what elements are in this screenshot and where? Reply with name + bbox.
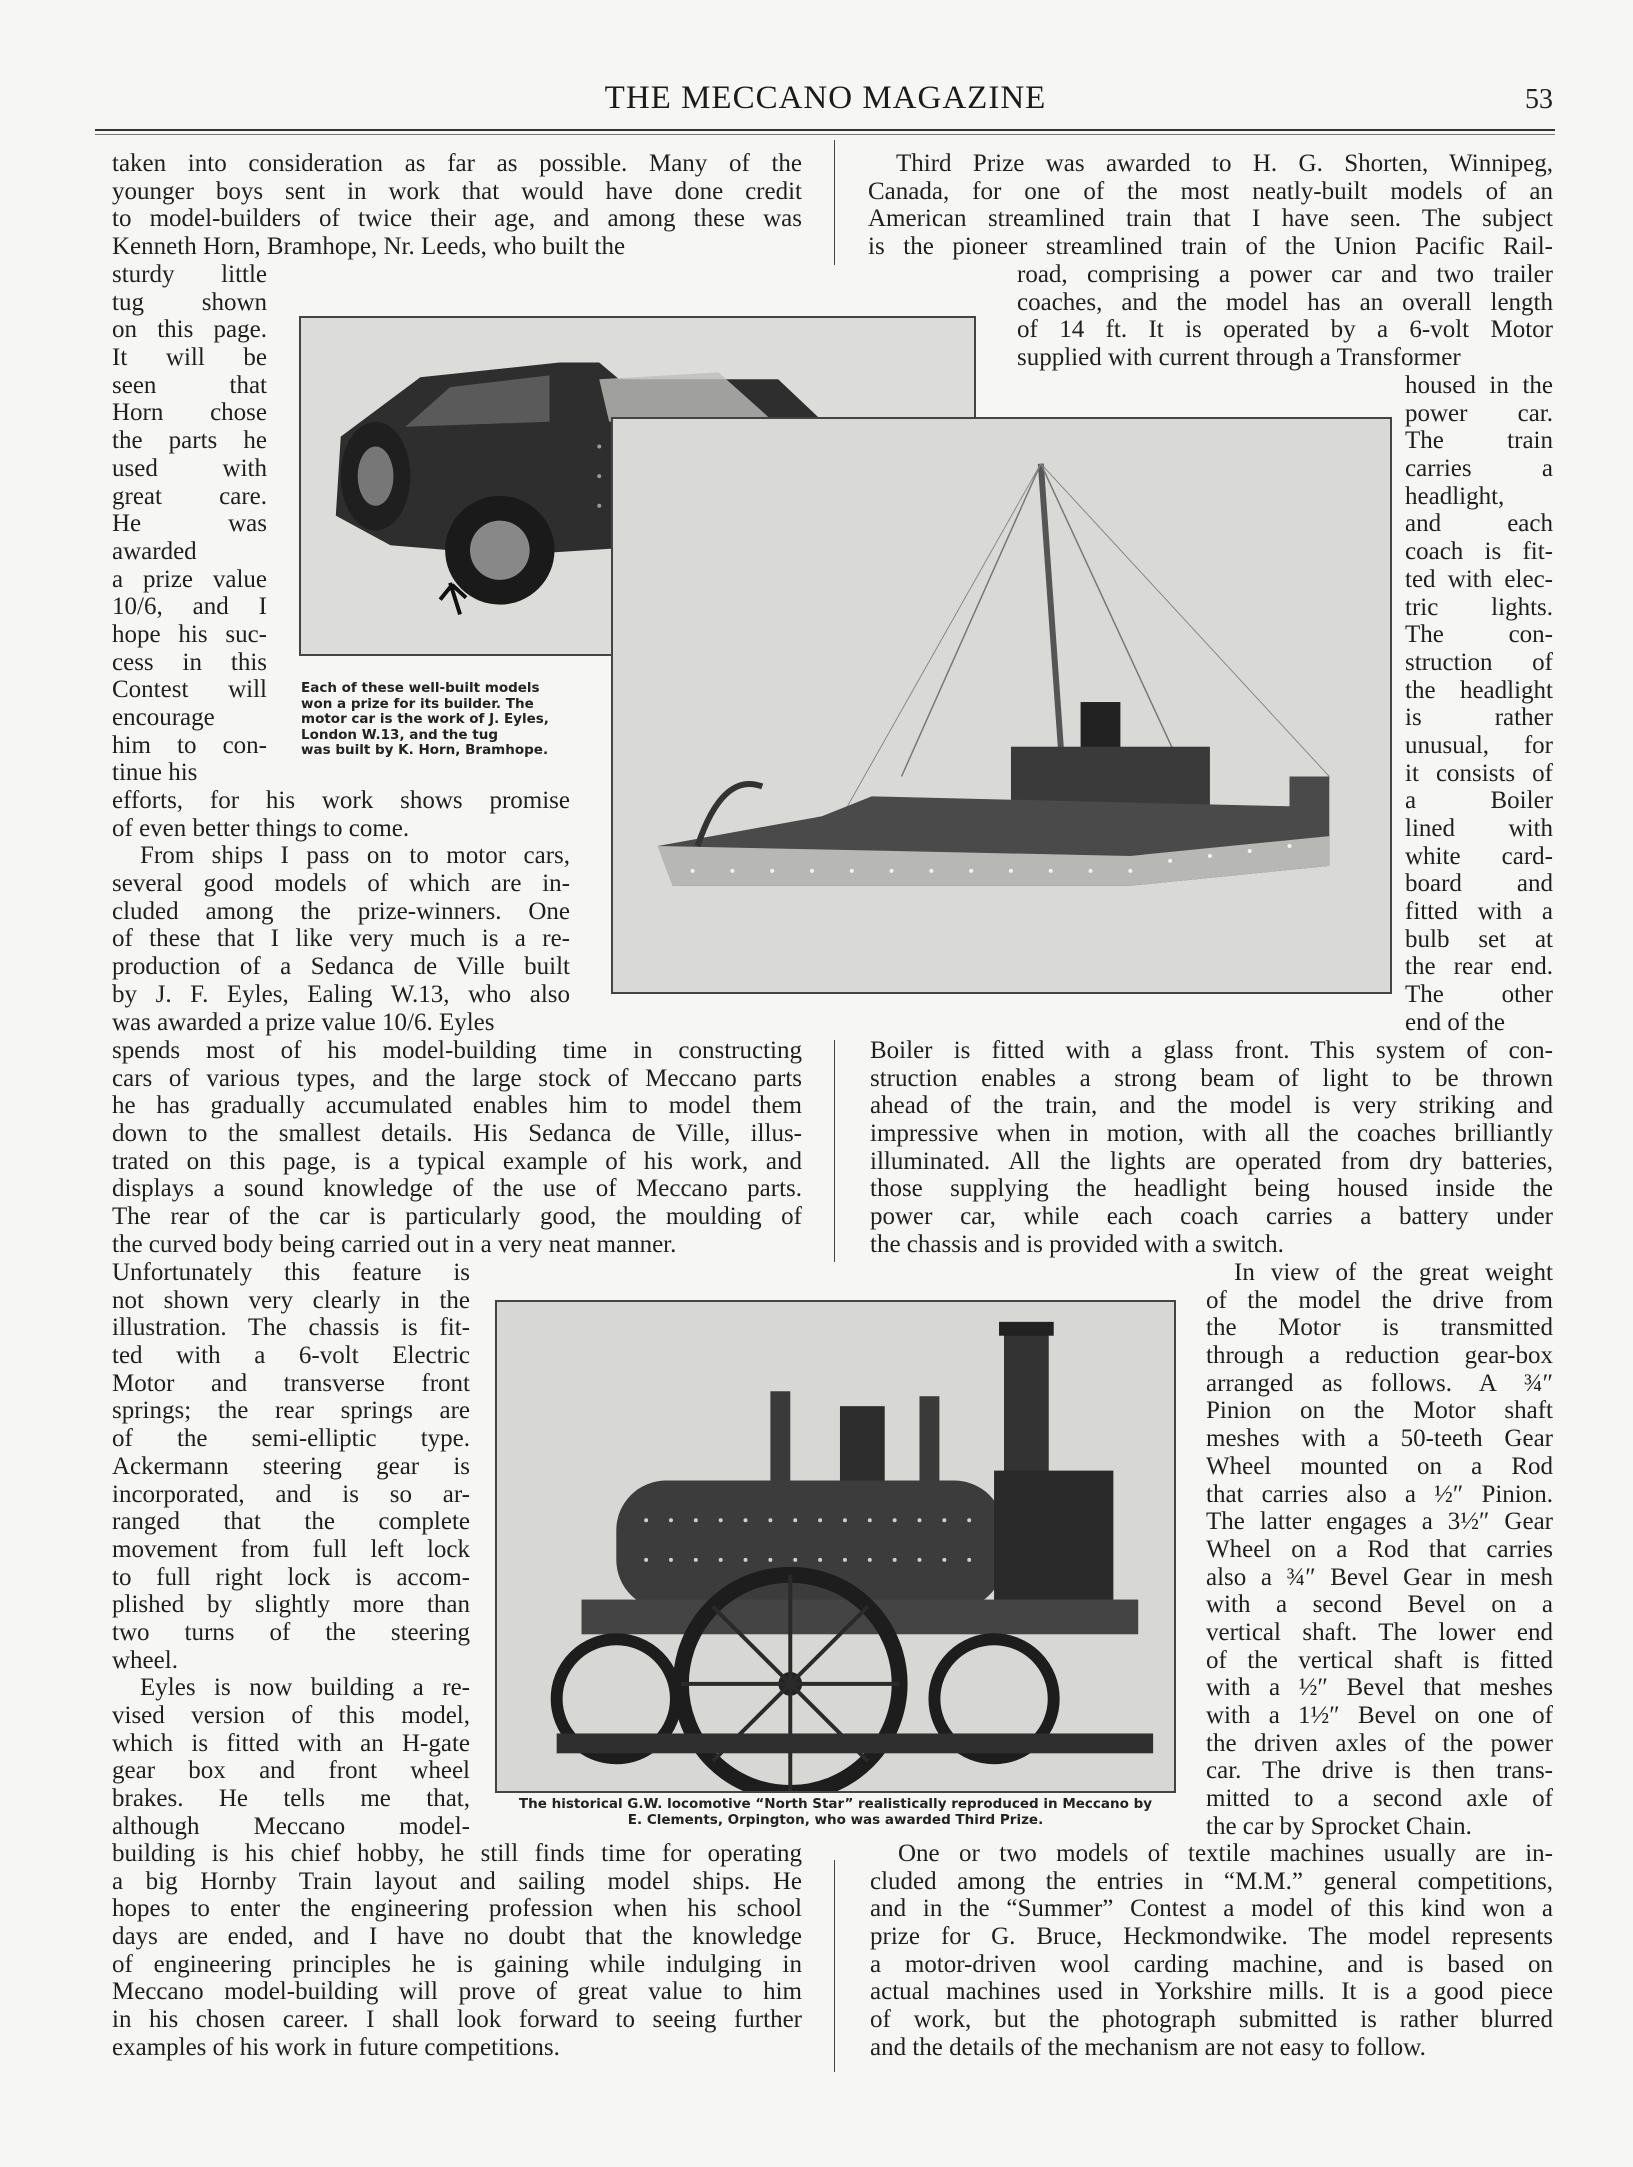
text-line: Horn chose — [112, 399, 267, 427]
text-line: is rather — [1405, 704, 1553, 732]
text-line: younger boys sent in work that would have done credit — [112, 177, 802, 205]
text-line: vertical shaft. The lower end — [1206, 1618, 1553, 1646]
text-line: gear box and front wheel — [112, 1757, 470, 1785]
left-lower-paragraph — [112, 1259, 470, 1840]
text-line: meshes with a 50-teeth Gear — [1206, 1425, 1553, 1453]
text-line: the headlight — [1405, 676, 1553, 704]
page-header — [98, 80, 1553, 128]
caption-line: The historical G.W. locomotive “North Star” realistically reproduced in Meccano by — [518, 1796, 1153, 1812]
text-line: bulb set at — [1405, 925, 1553, 953]
text-line: white card- — [1405, 842, 1553, 870]
text-line: Wheel mounted on a Rod — [1206, 1452, 1553, 1480]
header-rule-thin — [95, 134, 1555, 135]
text-line: end of the — [1405, 1008, 1505, 1036]
text-line: Canada, for one of the most neatly-built models of an — [868, 177, 1553, 205]
text-line: a Boiler — [1405, 787, 1553, 815]
right-narrow-column — [1405, 372, 1553, 1037]
text-line: springs; the rear springs are — [112, 1397, 470, 1425]
text-line: hope his suc- — [112, 620, 267, 648]
text-line: of engineering principles he is gaining while indulging in — [112, 1950, 802, 1978]
text-line: power car, while each coach carries a battery under — [870, 1203, 1553, 1231]
text-line: examples of his work in future competitions. — [112, 2033, 560, 2061]
left-mid-paragraph — [112, 787, 570, 1036]
tug-photo — [611, 417, 1392, 994]
column-divider-bottom — [834, 1860, 835, 2072]
text-line: seen that — [112, 371, 267, 399]
text-line: that carries also a ½″ Pinion. — [1206, 1480, 1553, 1508]
text-line: spends most of his model-building time in constructing — [112, 1037, 802, 1064]
caption-line: motor car is the work of J. Eyles, — [301, 711, 549, 727]
left-bottom-paragraph — [112, 1840, 802, 2062]
column-divider-middle — [834, 1040, 835, 1262]
left-full-paragraph — [112, 1037, 802, 1259]
text-line: One or two models of textile machines usually are in- — [898, 1840, 1553, 1867]
text-line: of the semi-elliptic type. — [112, 1425, 470, 1453]
text-line: The rear of the car is particularly good, the moulding of — [112, 1203, 802, 1231]
magazine-title: THE MECCANO MAGAZINE — [604, 80, 1047, 116]
text-line: down to the smallest details. His Sedanca de Ville, illus- — [112, 1120, 802, 1148]
text-line: carries a — [1405, 455, 1553, 483]
text-line: the car by Sprocket Chain. — [1206, 1812, 1472, 1840]
left-top-paragraph — [112, 150, 802, 261]
text-line: lined with — [1405, 815, 1553, 842]
text-line: of work, but the photograph submitted is rather blurred — [870, 2006, 1553, 2034]
text-line: cluded among the prize-winners. One — [112, 897, 570, 925]
text-line: in his chosen career. I shall look forward to seeing further — [112, 2006, 802, 2034]
locomotive-photo — [495, 1300, 1176, 1793]
text-line: ranged that the complete — [112, 1508, 470, 1536]
caption-line: was built by K. Horn, Bramhope. — [301, 742, 549, 758]
text-line: unusual, for — [1405, 731, 1553, 759]
text-line: although Meccano model- — [112, 1812, 470, 1840]
text-line: the parts he — [112, 427, 267, 455]
left-narrow-column — [112, 261, 267, 787]
text-line: plished by slightly more than — [112, 1591, 470, 1619]
text-line: of the vertical shaft is fitted — [1206, 1646, 1553, 1674]
text-line: American streamlined train that I have seen. The subject — [868, 205, 1553, 233]
text-line: actual machines used in Yorkshire mills. It is a good piece — [870, 1978, 1553, 2006]
text-line: efforts, for his work shows promise — [112, 787, 570, 814]
text-line: Kenneth Horn, Bramhope, Nr. Leeds, who built the — [112, 233, 626, 261]
right-bottom-paragraph — [870, 1840, 1553, 2062]
text-line: 10/6, and I — [112, 593, 267, 621]
text-line: a big Hornby Train layout and sailing model ships. He — [112, 1867, 802, 1895]
text-line: those supplying the headlight being housed inside the — [870, 1175, 1553, 1203]
text-line: days are ended, and I have no doubt that the knowledge — [112, 1923, 802, 1951]
text-line: ted with elec- — [1405, 565, 1553, 593]
text-line: a motor-driven wool carding machine, and is based on — [870, 1950, 1553, 1978]
text-line: of the model the drive from — [1206, 1286, 1553, 1314]
text-line: the driven axles of the power — [1206, 1729, 1553, 1757]
text-line: It will be — [112, 344, 267, 372]
right-lower-paragraph — [1206, 1259, 1553, 1840]
text-line: Contest will — [112, 676, 267, 704]
caption-line: London W.13, and the tug — [301, 726, 499, 743]
text-line: From ships I pass on to motor cars, — [140, 842, 570, 870]
text-line: headlight, — [1405, 482, 1505, 510]
text-line: Pinion on the Motor shaft — [1206, 1397, 1553, 1425]
text-line: was awarded a prize value 10/6. Eyles — [112, 1008, 495, 1036]
text-line: coaches, and the model has an overall length — [1017, 288, 1553, 316]
text-line: him to con- — [112, 731, 267, 759]
text-line: movement from full left lock — [112, 1535, 470, 1563]
text-line: ahead of the train, and the model is very striking and — [870, 1092, 1553, 1120]
text-line: struction enables a strong beam of light to be thrown — [870, 1064, 1553, 1092]
text-line: incorporated, and is so ar- — [112, 1480, 470, 1508]
caption-line: won a prize for its builder. The — [301, 695, 534, 712]
text-line: illustration. The chassis is fit- — [112, 1314, 470, 1342]
text-line: with a second Bevel on a — [1206, 1591, 1553, 1619]
text-line: on this page. — [112, 316, 267, 344]
text-line: with a ½″ Bevel that meshes — [1206, 1674, 1553, 1702]
text-line: The other — [1405, 981, 1553, 1009]
text-line: is the pioneer streamlined train of the Union Pacific Rail- — [868, 233, 1553, 261]
text-line: he has gradually accumulated enables him to model them — [112, 1092, 802, 1120]
text-line: cluded among the entries in “M.M.” general competitions, — [870, 1867, 1553, 1895]
text-line: The con- — [1405, 621, 1553, 649]
right-mid-paragraph — [1017, 261, 1553, 372]
text-line: Third Prize was awarded to H. G. Shorten, Winnipeg, — [896, 150, 1553, 177]
text-line: Meccano model-building will prove of great value to him — [112, 1978, 802, 2006]
text-line: through a reduction gear-box — [1206, 1342, 1553, 1370]
text-line: to model-builders of twice their age, and among these was — [112, 205, 802, 233]
text-line: The train — [1405, 427, 1553, 455]
page-number: 53 — [1525, 84, 1553, 115]
text-line: car. The drive is then trans- — [1206, 1757, 1553, 1785]
text-line: used with — [112, 454, 267, 482]
text-line: several good models of which are in- — [112, 870, 570, 898]
text-line: not shown very clearly in the — [112, 1286, 470, 1314]
text-line: housed in the — [1405, 372, 1553, 399]
text-line: the rear end. — [1405, 953, 1553, 981]
text-line: a prize value — [112, 565, 267, 593]
text-line: the chassis and is provided with a switch. — [870, 1230, 1284, 1258]
text-line: supplied with current through a Transformer — [1017, 344, 1461, 372]
text-line: struction of — [1405, 648, 1553, 676]
caption-line: E. Clements, Orpington, who was awarded Third Prize. — [627, 1811, 1044, 1828]
text-line: production of a Sedanca de Ville built — [112, 953, 570, 981]
text-line: cess in this — [112, 648, 267, 676]
text-line: Boiler is fitted with a glass front. This system of con- — [870, 1037, 1553, 1064]
text-line: Motor and transverse front — [112, 1369, 470, 1397]
text-line: hopes to enter the engineering profession when his school — [112, 1895, 802, 1923]
text-line: the Motor is transmitted — [1206, 1314, 1553, 1342]
right-full-paragraph — [870, 1037, 1553, 1259]
text-line: Eyles is now building a re- — [140, 1674, 470, 1702]
text-line: the curved body being carried out in a very neat manner. — [112, 1230, 677, 1258]
text-line: trated on this page, is a typical example of his work, and — [112, 1147, 802, 1175]
text-line: building is his chief hobby, he still finds time for operating — [112, 1840, 802, 1867]
text-line: which is fitted with an H-gate — [112, 1729, 470, 1757]
text-line: tinue his — [112, 759, 198, 787]
car-tug-caption — [301, 681, 571, 759]
text-line: awarded — [112, 537, 197, 565]
text-line: two turns of the steering — [112, 1618, 470, 1646]
text-line: impressive when in motion, with all the coaches brilliantly — [870, 1120, 1553, 1148]
text-line: In view of the great weight — [1234, 1259, 1553, 1286]
text-line: The latter engages a 3½″ Gear — [1206, 1508, 1553, 1536]
text-line: He was — [112, 510, 267, 538]
right-top-paragraph — [868, 150, 1553, 261]
text-line: power car. — [1405, 399, 1553, 427]
text-line: to full right lock is accom- — [112, 1563, 470, 1591]
text-line: coach is fit- — [1405, 538, 1553, 566]
text-line: tric lights. — [1405, 593, 1553, 621]
text-line: brakes. He tells me that, — [112, 1785, 470, 1813]
caption-line: Each of these well-built models — [301, 680, 540, 696]
text-line: illuminated. All the lights are operated from dry batteries, — [870, 1147, 1553, 1175]
text-line: vised version of this model, — [112, 1702, 470, 1729]
text-line: ted with a 6-volt Electric — [112, 1342, 470, 1370]
text-line: wheel. — [112, 1646, 178, 1674]
text-line: also a ¾″ Bevel Gear in mesh — [1206, 1563, 1553, 1591]
text-line: of these that I like very much is a re- — [112, 925, 570, 953]
text-line: of even better things to come. — [112, 814, 410, 842]
text-line: encourage — [112, 704, 215, 731]
text-line: of 14 ft. It is operated by a 6-volt Motor — [1017, 316, 1553, 344]
text-line: fitted with a — [1405, 898, 1553, 926]
column-divider-top — [834, 140, 835, 265]
text-line: and the details of the mechanism are not easy to follow. — [870, 2033, 1426, 2061]
text-line: arranged as follows. A ¾″ — [1206, 1369, 1553, 1397]
text-line: with a 1½″ Bevel on one of — [1206, 1702, 1553, 1729]
locomotive-caption — [495, 1797, 1176, 1828]
text-line: great care. — [112, 482, 267, 510]
text-line: it consists of — [1405, 759, 1553, 787]
text-line: prize for G. Bruce, Heckmondwike. The model represents — [870, 1923, 1553, 1951]
text-line: displays a sound knowledge of the use of Meccano parts. — [112, 1175, 802, 1203]
text-line: road, comprising a power car and two trailer — [1017, 261, 1553, 288]
text-line: by J. F. Eyles, Ealing W.13, who also — [112, 980, 570, 1008]
text-line: Ackermann steering gear is — [112, 1452, 470, 1480]
text-line: board and — [1405, 870, 1553, 898]
text-line: Unfortunately this feature is — [112, 1259, 470, 1286]
header-rule — [95, 129, 1555, 131]
text-line: cars of various types, and the large stock of Meccano parts — [112, 1064, 802, 1092]
text-line: Wheel on a Rod that carries — [1206, 1535, 1553, 1563]
text-line: tug shown — [112, 288, 267, 316]
text-line: taken into consideration as far as possible. Many of the — [112, 150, 802, 177]
text-line: and each — [1405, 510, 1553, 538]
text-line: mitted to a second axle of — [1206, 1785, 1553, 1813]
text-line: sturdy little — [112, 261, 267, 288]
text-line: and in the “Summer” Contest a model of this kind won a — [870, 1895, 1553, 1923]
